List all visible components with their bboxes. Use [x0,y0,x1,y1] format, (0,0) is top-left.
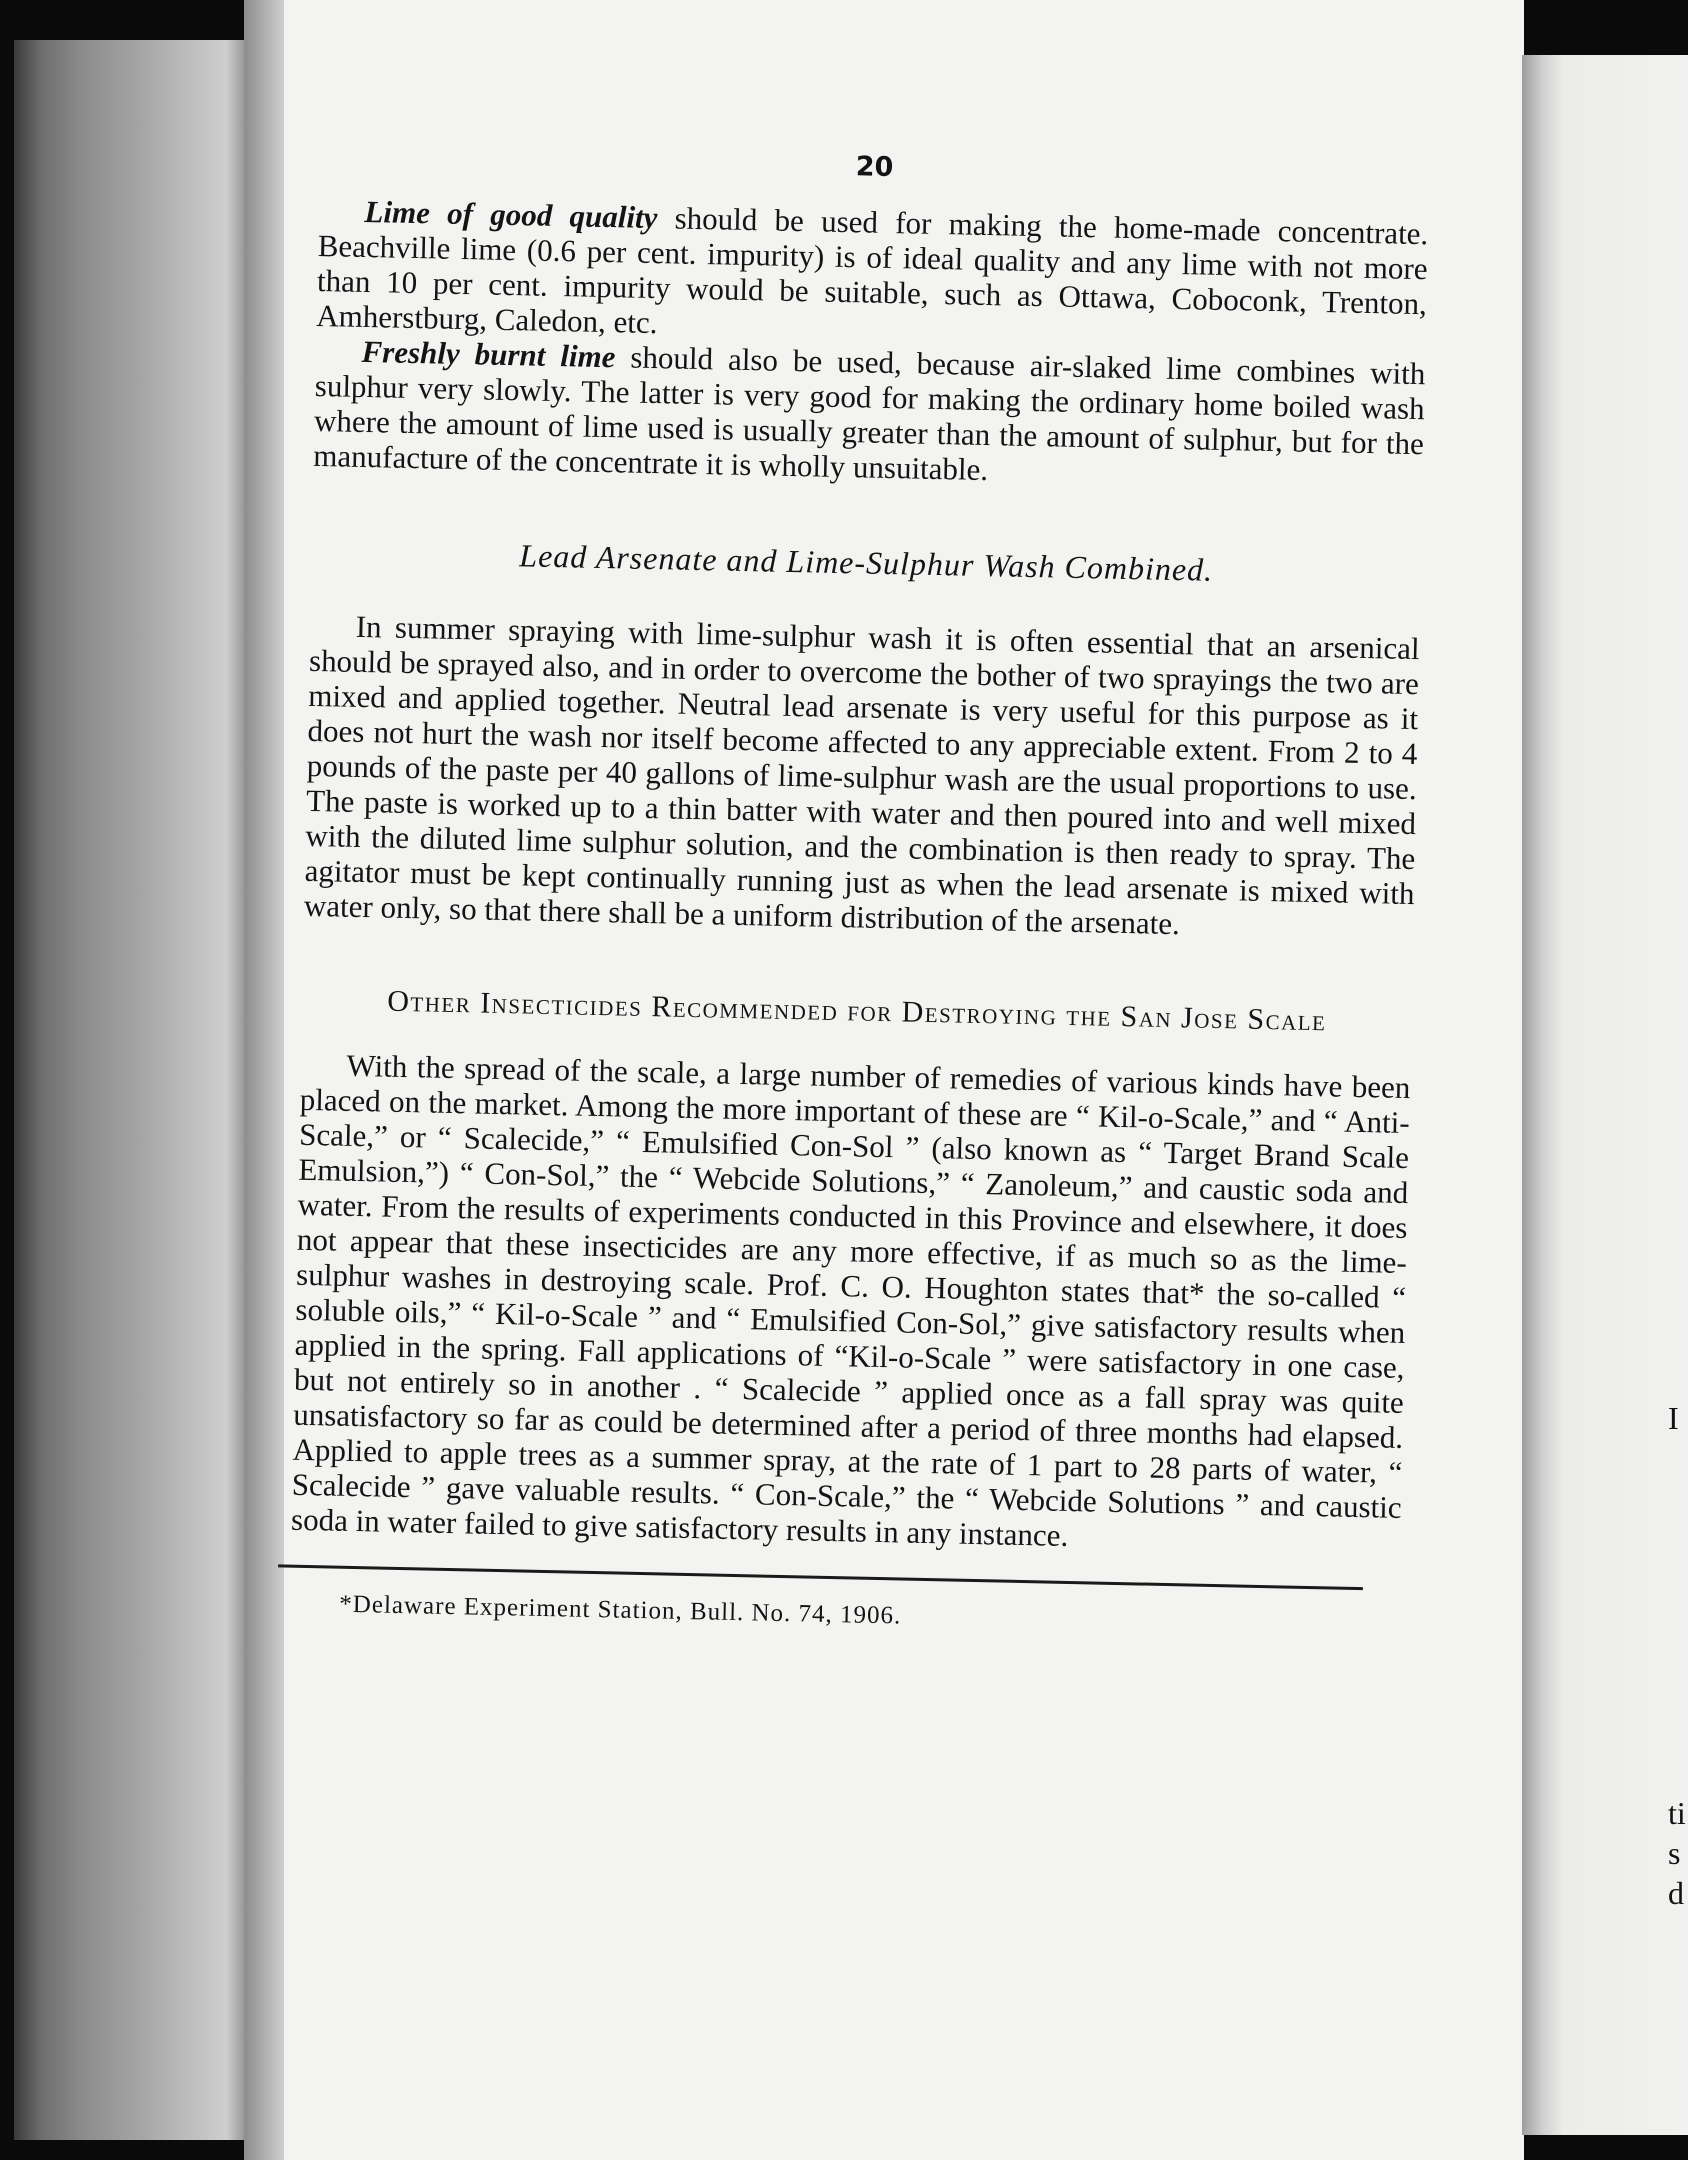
right-page-fragment: I [1668,1400,1679,1436]
book-page-stack [14,40,244,2140]
right-page-fragment: d [1668,1875,1684,1911]
gutter-shadow [244,0,284,2160]
right-page-fragment: s [1668,1835,1681,1871]
paragraph-lime-quality [316,193,1429,356]
section-heading: Other Insecticides Recommended for Destroying the San Jose Scale [386,984,1327,1038]
lead-phrase: Freshly burnt lime [361,333,616,375]
right-page-edge [1522,55,1688,2135]
right-page-fragment: ti [1668,1795,1686,1831]
paragraph-freshly-burnt [313,333,1426,496]
paragraph-other-insecticides: With the spread of the scale, a large number of remedies of various kinds have been placed on the market. Among the more important of these are “ Kil-o-Scale,” and “ Anti-Scale,” or “ Scalecide,” “ Emulsified Con-Sol ” (also known as “ Target Brand Scale Emulsion,”) “ Con-Sol,” the “ Webcide Solutions,” “ Zanoleum,” and caustic soda and water. From the results of experiments conducted in this Province and elsewhere, it does not appear that these insecticides are any more effective, if as much so as the lime-sulphur washes in destroying scale. Prof. C. O. Houghton states that* the so-called “ soluble oils,” “ Kil-o-Scale ” and “ Emulsified Con-Sol,” give satisfactory results when applied in the spring. Fall applications of “Kil-o-Scale ” were satisfactory in one case, but not entirely so in another . “ Scalecide ” applied once as a fall spray was quite unsatisfactory so far as could be determined after a period of three months had elapsed. Applied to apple trees as a summer spray, at the rate of 1 part to 28 parts of water, “ Scalecide ” gave valuable results. “ Con-Scale,” the “ Webcide Solutions ” and caustic soda in water failed to give satisfactory results in any instance. [290,1047,1411,1553]
paragraph-text: should also be used, because air-slaked lime combines with sulphur very slowly. The latter is very good for making the ordinary home boiled wash where the amount of lime used is usually greater than the amount of sulphur, but for the manufacture of the concentrate it is wholly unsuitable. [313,339,1426,488]
lead-phrase: Lime of good quality [364,193,658,236]
paragraph-text: should be used for making the home-made concentrate. Beachville lime (0.6 per cent. impurity) is of ideal quality and any lime with not more than 10 per cent. impurity would be suitable, such as Ottawa, Coboconk, Trenton, Amherstburg, Caledon, etc. [315,200,1429,341]
footnote-divider [278,1564,1363,1590]
footnote: *Delaware Experiment Station, Bull. No. 74, 1906. [339,1590,902,1630]
page-number: 20 [855,151,894,184]
paragraph-lead-arsenate: In summer spraying with lime-sulphur wash it is often essential that an arsenical should be sprayed also, and in order to overcome the bother of two sprayings the two are mixed and applied together. Neutral lead arsenate is very useful for this purpose as it does not hurt the wash nor itself become affected to any appreciable extent. From 2 to 4 pounds of the paste per 40 gallons of lime-sulphur wash are the usual proportions to use. The paste is worked up to a thin batter with water and then poured into and well mixed with the diluted lime sulphur solution, and the combination is then ready to spray. The agitator must be kept continually running just as when the lead arsenate is mixed with water only, so that there shall be a uniform distribution of the arsenate. [303,608,1420,942]
section-subheading: Lead Arsenate and Lime-Sulphur Wash Combined. [519,537,1214,588]
page-content [289,140,1430,1641]
